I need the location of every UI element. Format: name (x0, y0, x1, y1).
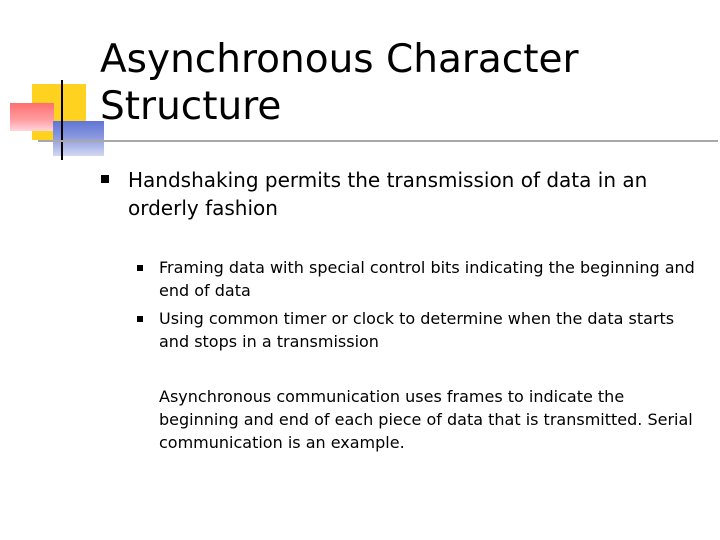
bullet-text: Handshaking permits the transmission of data in an orderly fashion (128, 168, 648, 220)
title-underline-rule (38, 140, 718, 142)
sub-bullet-text: Framing data with special control bits indicating the beginning and end of data (159, 258, 695, 300)
bullet-square-icon (101, 175, 109, 183)
decorative-vertical-line (61, 80, 63, 160)
sub-bullet-square-icon (137, 265, 143, 271)
sub-bullet-square-icon (137, 316, 143, 322)
explanatory-note: Asynchronous communication uses frames to indicate the beginning and end of each piece of data that is transmitted. Serial communication is an example. (159, 387, 693, 452)
sub-bullet-text: Using common timer or clock to determine when the data starts and stops in a transmission (159, 309, 675, 351)
decorative-red-bar (10, 103, 54, 131)
slide-title: Asynchronous Character Structure (100, 37, 579, 129)
